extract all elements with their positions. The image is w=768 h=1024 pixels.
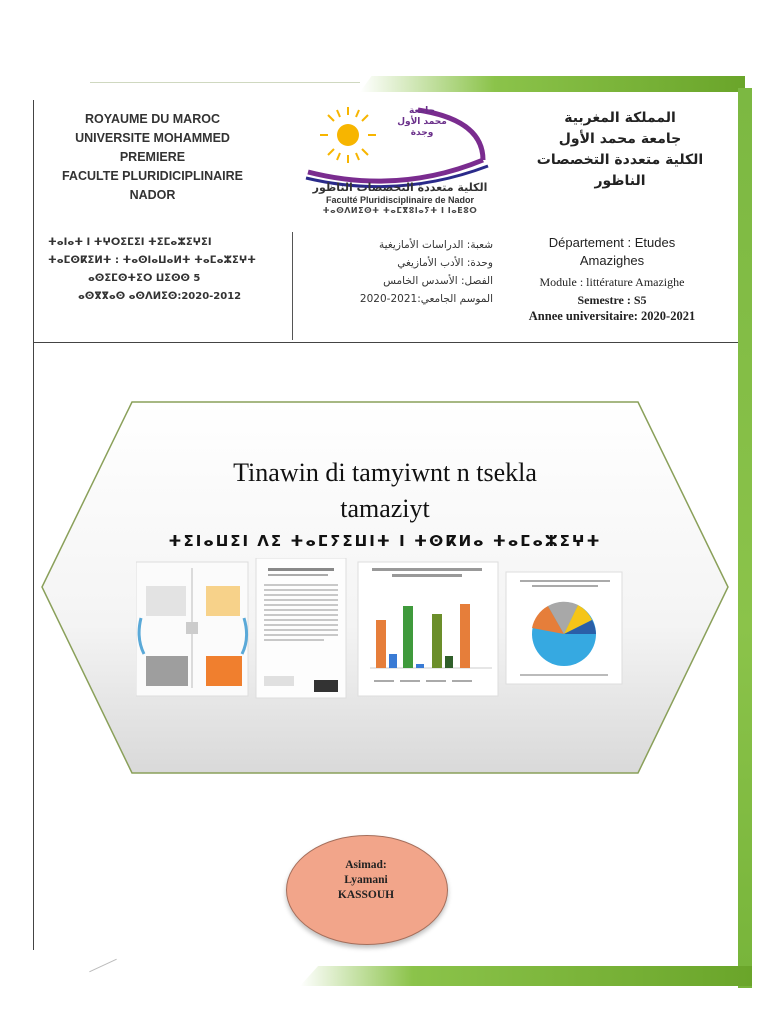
author-line: Asimad:	[345, 859, 387, 871]
year-label: Annee universitaire: 2020-2021	[528, 309, 696, 323]
department-label: Département : Etudes Amazighes	[548, 235, 676, 268]
arabic-line: الناظور	[594, 173, 646, 189]
pie-chart-thumbnail	[506, 572, 622, 684]
green-frame-right	[738, 88, 752, 988]
french-line: PREMIERE	[119, 150, 186, 164]
french-institution-header	[40, 110, 265, 205]
tifinagh-line: ⵜⴰⵏⴰⵜ ⵏ ⵜⵖⵔⵉⵎⵉⵏ ⵜⵉⵎⴰⵣⵉⵖⵉⵏ	[48, 237, 212, 248]
logo-arc-line: وجدة	[410, 128, 434, 138]
title-line-1: Tinawin di tamyiwnt n tsekla	[233, 458, 537, 487]
diagram-thumbnail	[136, 562, 248, 696]
tifinagh-line: ⴰⵙⴳⴳⴰⵙ ⴰⵙⴷⵍⵉⵙ:2020-2012	[78, 291, 242, 302]
arabic-line: الكلية متعددة التخصصات	[536, 152, 704, 168]
logo-arc-line: جامعة	[409, 106, 435, 116]
arabic-info-line: وحدة: الأدب الأمازيغي	[397, 257, 493, 269]
logo-arabic-caption: الكلية متعددة التخصصات الناظور	[312, 181, 488, 194]
french-line: FACULTE PLURIDICIPLINAIRE	[61, 169, 244, 183]
semester-label: Semestre : S5	[577, 293, 647, 307]
left-border-line	[33, 100, 34, 950]
author-line: KASSOUH	[337, 889, 395, 901]
logo-tifinagh-caption: ⵜⴰⵙⴷⵍⵉⵙⵜ ⵜⴰⵎⴳⵓⵏⴰⵢⵜ ⵏ ⵏⴰⴹⵓⵔ	[322, 206, 478, 215]
author-line: Lyamani	[344, 874, 388, 886]
arabic-info-line: الفصل: الأسدس الخامس	[383, 275, 493, 287]
french-line: ROYAUME DU MAROC	[85, 112, 220, 126]
title-line-2: tamaziyt	[340, 494, 430, 523]
document-title-tifinagh: ⵜⵉⵏⴰⵡⵉⵏ ⴷⵉ ⵜⴰⵎⵢⵉⵡⵏⵜ ⵏ ⵜⵙⴽⵍⴰ ⵜⴰⵎⴰⵣⵉⵖⵜ	[168, 532, 602, 550]
bar-chart-thumbnail	[358, 562, 498, 696]
illustration-thumbnails	[136, 558, 626, 700]
arabic-info-line: شعبة: الدراسات الأمازيغية	[379, 239, 493, 251]
tifinagh-line: ⵜⴰⵎⵙⴽⵉⵍⵜ : ⵜⴰⵙⵏⴰⵡⴰⵍⵜ ⵜⴰⵎⴰⵣⵉⵖⵜ	[48, 255, 256, 266]
tifinagh-line: ⴰⵙⵉⵎⵙⵜⵉⵔ ⵡⵉⵙⵙ 5	[88, 273, 201, 284]
green-frame-top	[360, 76, 745, 92]
logo-arc-line: محمد الأول	[397, 117, 447, 127]
top-grey-line	[90, 82, 360, 83]
arabic-info-block	[298, 236, 493, 308]
module-label: Module : littérature Amazighe	[539, 275, 685, 289]
tifinagh-info-block	[48, 234, 278, 306]
author-name	[286, 858, 446, 903]
arabic-info-line: الموسم الجامعي:2021-2020	[359, 293, 493, 305]
header-column-divider	[292, 232, 293, 340]
arabic-institution-header	[520, 108, 720, 192]
corner-stroke	[89, 959, 117, 973]
french-line: NADOR	[129, 188, 176, 202]
green-frame-bottom	[300, 966, 752, 986]
french-info-block	[496, 234, 728, 324]
arabic-line: المملكة المغربية	[564, 110, 676, 126]
header-divider	[33, 342, 738, 343]
arabic-line: جامعة محمد الأول	[558, 131, 682, 147]
logo-french-caption: Faculté Pluridisciplinaire de Nador	[325, 195, 475, 205]
logo-arc-text	[392, 106, 452, 139]
document-title	[100, 455, 670, 527]
document-thumbnail	[256, 558, 346, 698]
french-line: UNIVERSITE MOHAMMED	[75, 131, 230, 145]
